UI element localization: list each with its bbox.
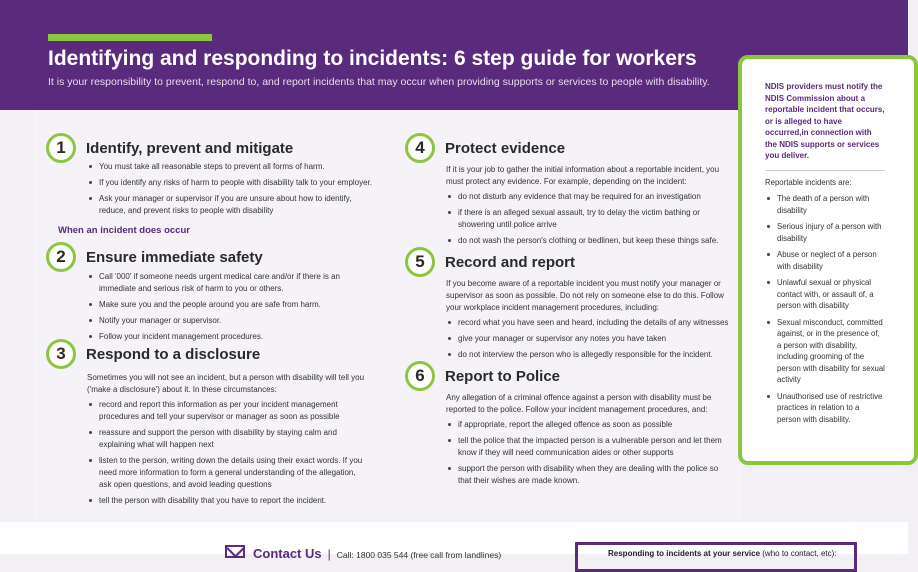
step-title: Identify, prevent and mitigate	[86, 139, 294, 157]
contact-us	[225, 545, 501, 561]
page-title: Identifying and responding to incidents: 6 step guide for workers	[48, 47, 697, 70]
step-4-body	[446, 164, 731, 251]
mail-icon	[225, 545, 245, 558]
step-intro: Sometimes you will not see an incident, but a person with disability will tell you ('make a disclosure') about it. In these circumstances:	[87, 373, 365, 394]
list-item: Follow your incident management procedures.	[87, 331, 377, 343]
when-incident-label: When an incident does occur	[58, 225, 190, 236]
step-1-body	[87, 161, 377, 221]
divider	[765, 170, 885, 171]
step-2-body	[87, 271, 377, 347]
step-intro: If it is your job to gather the initial information about a reportable incident, you must protect any evidence. For example, depending on the incident:	[446, 165, 720, 186]
step-title: Record and report	[445, 253, 576, 271]
step-6-body	[446, 392, 731, 491]
list-item: tell the police that the impacted person is a vulnerable person and let them know if they will need communication aides or other supports	[446, 435, 731, 459]
step-number-badge: 3	[46, 339, 76, 369]
step-number-badge: 2	[46, 242, 76, 272]
step-6-heading	[405, 361, 560, 391]
step-2-heading	[46, 242, 263, 272]
list-item: Sexual misconduct, committed against, or in the presence of, a person with disability, including grooming of the person with disability for sexual activity	[765, 317, 885, 386]
service-box-text: (who to contact, etc):	[762, 549, 837, 558]
step-intro: Any allegation of a criminal offence against a person with disability must be reported to the police. Follow your incident management procedures, and:	[446, 393, 712, 414]
step-title: Protect evidence	[445, 139, 566, 157]
list-item: if there is an alleged sexual assault, try to delay the victim bathing or showering until police arrive	[446, 207, 731, 231]
list-item: Abuse or neglect of a person with disability	[765, 249, 885, 272]
step-number-badge: 1	[46, 133, 76, 163]
step-1-heading	[46, 133, 293, 163]
list-item: tell the person with disability that you have to report the incident.	[87, 495, 367, 507]
reportable-incidents-sidebar	[738, 55, 918, 465]
footer	[0, 522, 908, 561]
list-item: do not interview the person who is allegedly responsible for the incident.	[446, 349, 731, 361]
step-3-body	[87, 372, 367, 511]
page-subtitle: It is your responsibility to prevent, respond to, and report incidents that may occur when providing supports or services to people with disability.	[48, 76, 710, 88]
list-item: Serious injury of a person with disability	[765, 221, 885, 244]
list-item: Notify your manager or supervisor.	[87, 315, 377, 327]
list-item: do not wash the person's clothing or bedlinen, but keep these things safe.	[446, 235, 731, 247]
step-number-badge: 5	[405, 247, 435, 277]
contact-phone: Call: 1800 035 544 (free call from landlines)	[336, 550, 502, 560]
divider: |	[327, 547, 331, 561]
step-3-heading	[46, 339, 260, 369]
reportable-list-label: Reportable incidents are:	[765, 177, 852, 187]
step-number-badge: 6	[405, 361, 435, 391]
step-title: Respond to a disclosure	[86, 345, 261, 363]
list-item: listen to the person, writing down the details using their exact words. If you need more information to form a general understanding of the allegation, ask open questions, and avoid leading questions	[87, 455, 367, 491]
list-item: support the person with disability when they are dealing with the police so that their wishes are made known.	[446, 463, 731, 487]
provider-notice: NDIS providers must notify the NDIS Commission about a reportable incident that occurs, or is alleged to have occurred,in connection with the NDIS supports or services you deliver.	[765, 82, 885, 160]
list-item: If you identify any risks of harm to people with disability talk to your employer.	[87, 177, 377, 189]
reportable-incidents-list	[765, 193, 885, 425]
step-intro: If you become aware of a reportable incident you must notify your manager or supervisor as soon as possible. Do not rely on someone else to do this. Follow your workplace incident management procedures, including:	[446, 279, 724, 312]
list-item: Make sure you and the people around you are safe from harm.	[87, 299, 377, 311]
step-title: Ensure immediate safety	[86, 248, 263, 266]
step-4-heading	[405, 133, 565, 163]
step-title: Report to Police	[445, 367, 561, 385]
list-item: record and report this information as per your incident management procedures and tell your supervisor or manager as soon as possible	[87, 399, 367, 423]
step-number-badge: 4	[405, 133, 435, 163]
list-item: give your manager or supervisor any notes you have taken	[446, 333, 731, 345]
list-item: reassure and support the person with disability by staying calm and explaining what will happen next	[87, 427, 367, 451]
list-item: record what you have seen and heard, including the details of any witnesses	[446, 317, 731, 329]
step-5-body	[446, 278, 731, 365]
list-item: Unauthorised use of restrictive practices in relation to a person with disability.	[765, 391, 885, 426]
list-item: You must take all reasonable steps to prevent all forms of harm.	[87, 161, 377, 173]
list-item: The death of a person with disability	[765, 193, 885, 216]
contact-title: Contact Us	[253, 546, 322, 561]
list-item: Ask your manager or supervisor if you are unsure about how to identify, reduce, and prevent risks to people with disability	[87, 193, 377, 217]
accent-bar	[48, 34, 212, 41]
step-5-heading	[405, 247, 575, 277]
list-item: if appropriate, report the alleged offence as soon as possible	[446, 419, 731, 431]
list-item: Unlawful sexual or physical contact with, or assault of, a person with disability	[765, 277, 885, 312]
service-box-title: Responding to incidents at your service	[608, 549, 761, 558]
service-contact-box	[575, 542, 857, 572]
list-item: Call '000' if someone needs urgent medical care and/or if there is an immediate and serious risk of harm to you or others.	[87, 271, 377, 295]
list-item: do not disturb any evidence that may be required for an investigation	[446, 191, 731, 203]
